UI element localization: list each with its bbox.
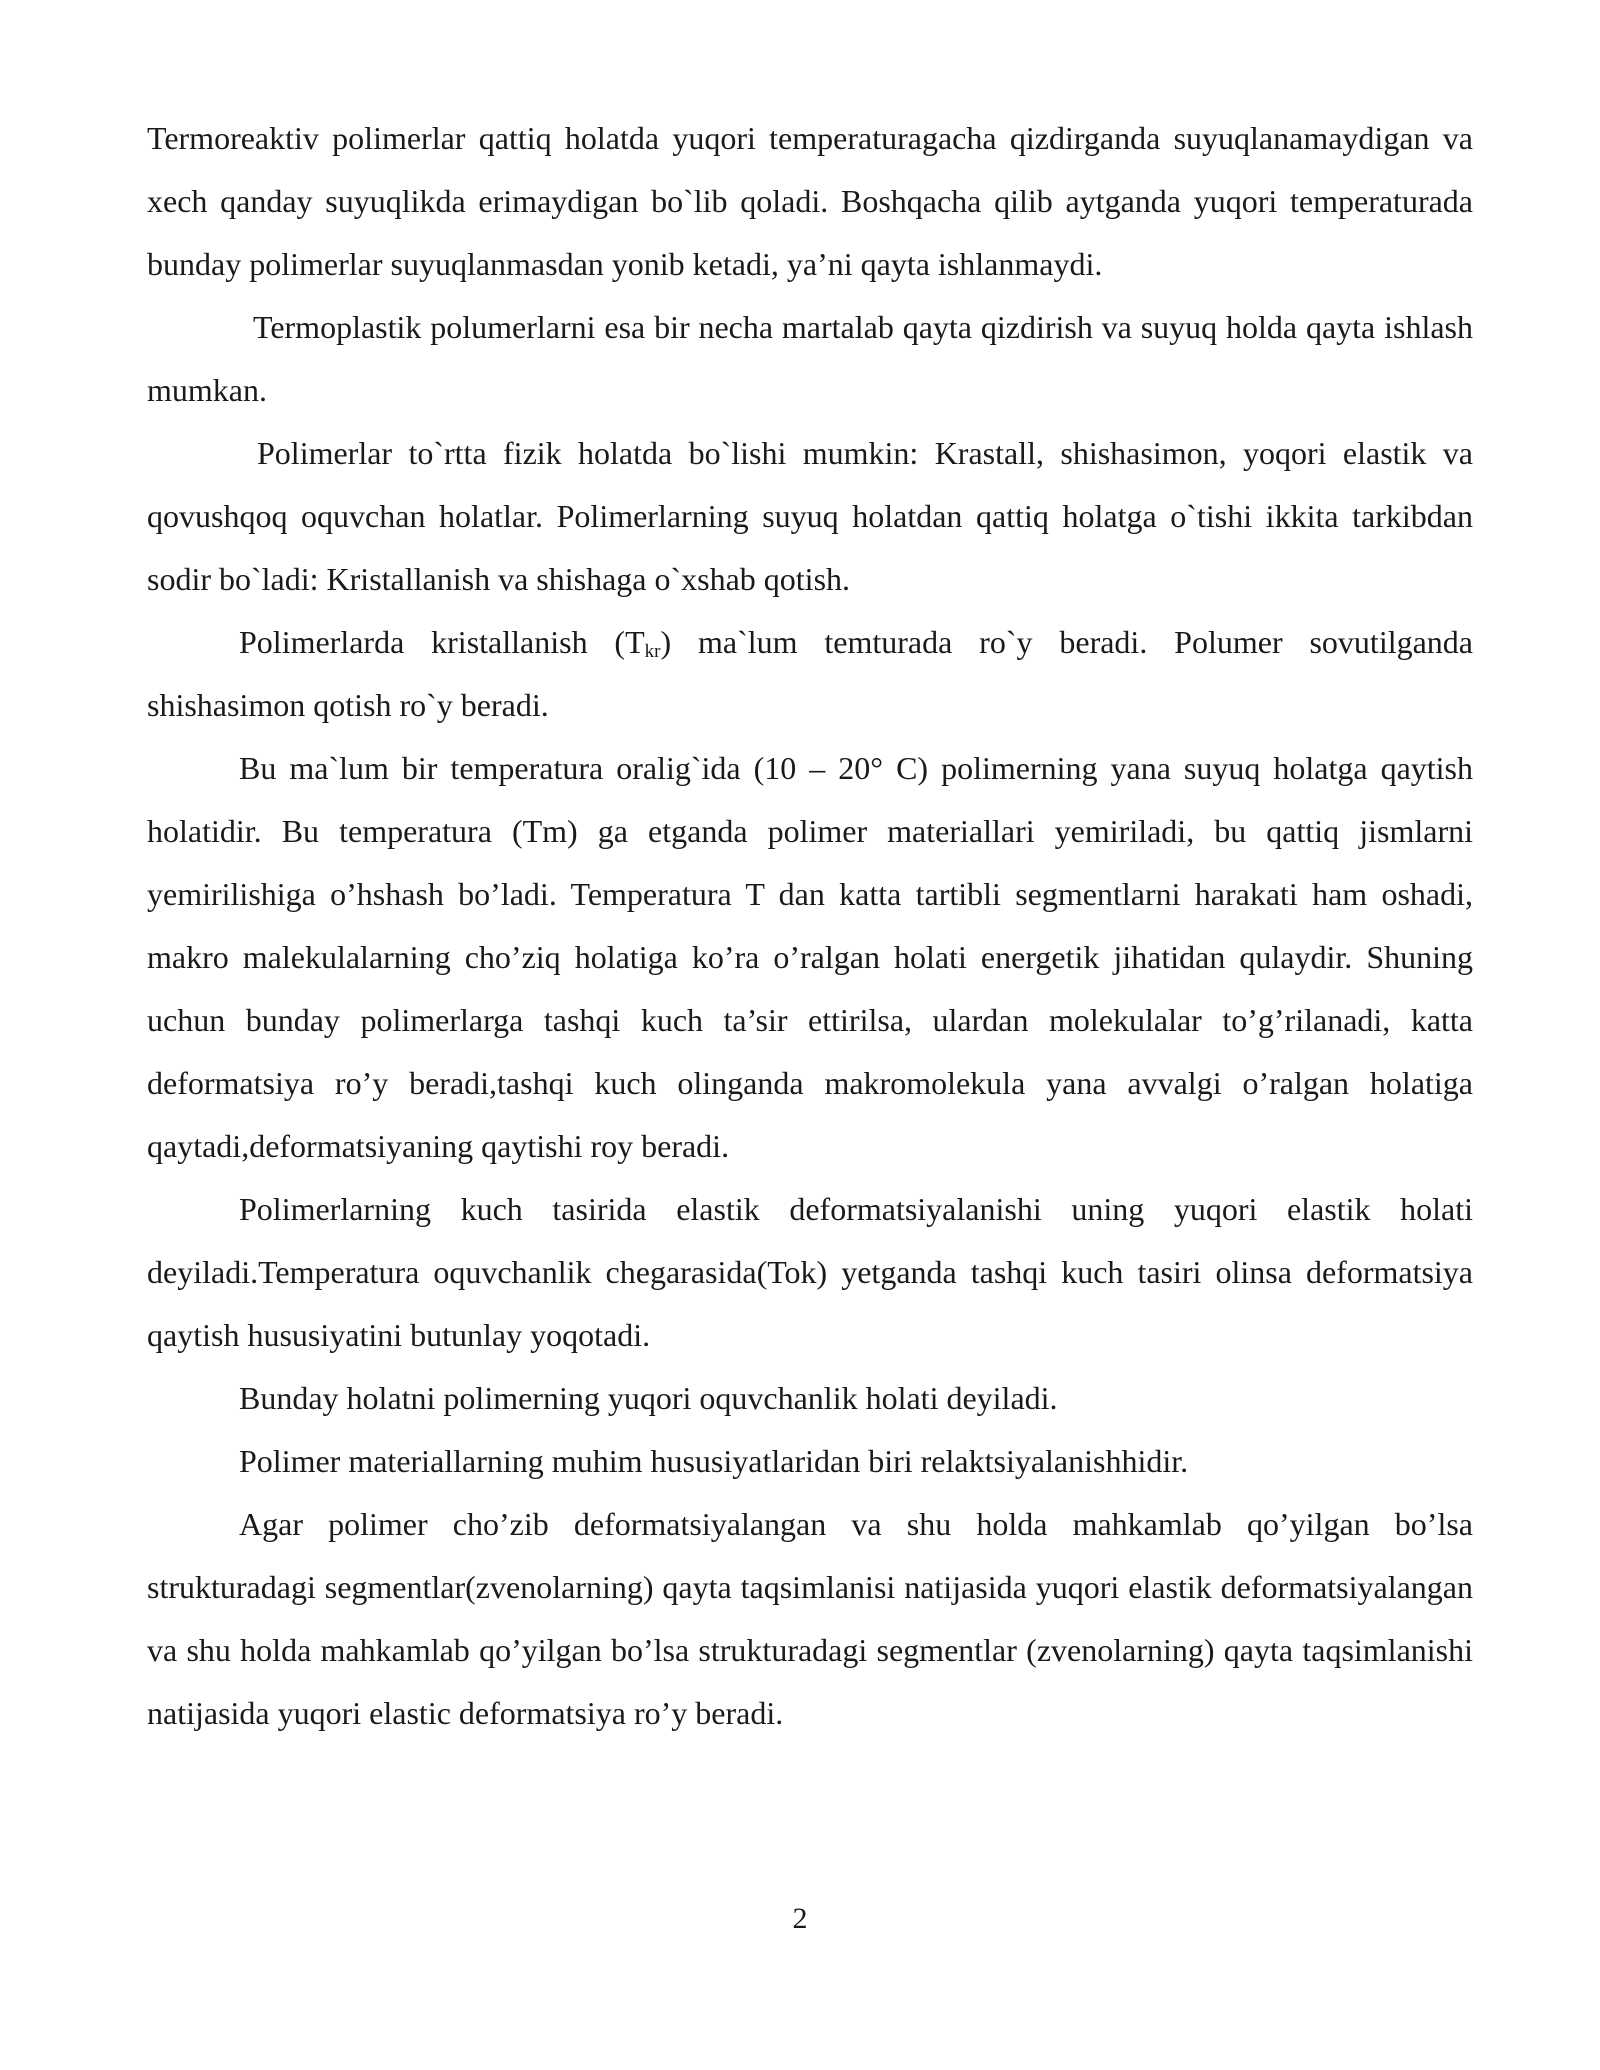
paragraph-physical-states: Polimerlar to`rtta fizik holatda bo`lishi mumkin: Krastall, shishasimon, yoqori elastik va qovushqoq oquvchan holatlar. Polimerlarning suyuq holatdan qattiq holatga o`tishi ikkita tarkibdan sodir bo`ladi: Kristallanish va shishaga o`xshab qotish. xyxy=(147,435,1473,597)
crystallization-subscript: kr xyxy=(644,641,661,662)
paragraph-stretched-polymer: Agar polimer cho’zib deformatsiyalangan va shu holda mahkamlab qo’yilgan bo’lsa strukturadagi segmentlar(zvenolarning) qayta taqsimlanisi natijasida yuqori elastik deformatsiyalangan va shu holda mahkamlab qo’yilgan bo’lsa strukturadagi segmentlar (zvenolarning) qayta taqsimlanishi natijasida yuqori elastic deformatsiya ro’y beradi. xyxy=(147,1506,1473,1731)
paragraph-elastic-deformation: Polimerlarning kuch tasirida elastik deformatsiyalanishi uning yuqori elastik holati deyiladi.Temperatura oquvchanlik chegarasida(Tok) yetganda tashqi kuch tasiri olinsa deformatsiya qaytish hususiyatini butunlay yoqotadi. xyxy=(147,1191,1473,1353)
page-number: 2 xyxy=(792,1902,808,1935)
paragraph-relaxation: Polimer materiallarning muhim hususiyatlaridan biri relaktsiyalanishhidir. xyxy=(239,1443,1189,1479)
paragraph-temperature-range: Bu ma`lum bir temperatura oralig`ida (10 – 20° C) polimerning yana suyuq holatga qaytish holatidir. Bu temperatura (Tm) ga etganda polimer materiallari yemiriladi, bu qattiq jismlarni yemirilishiga o’hshash bo’ladi. Temperatura T dan katta tartibli segmentlarni harakati ham oshadi, makro malekulalarning cho’ziq holatiga ko’ra o’ralgan holati energetik jihatidan qulaydir. Shuning uchun bunday polimerlarga tashqi kuch ta’sir ettirilsa, ulardan molekulalar to’g’rilanadi, katta deformatsiya ro’y beradi,tashqi kuch olinganda makromolekula yana avvalgi o’ralgan holatiga qaytadi,deformatsiyaning qaytishi roy beradi. xyxy=(147,750,1473,1164)
crystallization-text-start: Polimerlarda kristallanish (T xyxy=(239,624,645,660)
document-body xyxy=(147,107,1473,1745)
paragraph-termoreaktiv: Termoreaktiv polimerlar qattiq holatda yuqori temperaturagacha qizdirganda suyuqlanamaydigan va xech qanday suyuqlikda erimaydigan bo`lib qoladi. Boshqacha qilib aytganda yuqori temperaturada bunday polimerlar suyuqlanmasdan yonib ketadi, ya’ni qayta ishlanmaydi. xyxy=(147,120,1473,282)
crystallization-text-end: ) ma`lum temturada ro`y beradi. Polumer sovutilganda shishasimon qotish ro`y beradi. xyxy=(147,624,1474,723)
paragraph-fluidity-state: Bunday holatni polimerning yuqori oquvchanlik holati deyiladi. xyxy=(239,1380,1058,1416)
paragraph-termoplastik: Termoplastik polumerlarni esa bir necha martalab qayta qizdirish va suyuq holda qayta ishlash mumkan. xyxy=(147,309,1473,408)
paragraph-crystallization xyxy=(147,611,1473,737)
